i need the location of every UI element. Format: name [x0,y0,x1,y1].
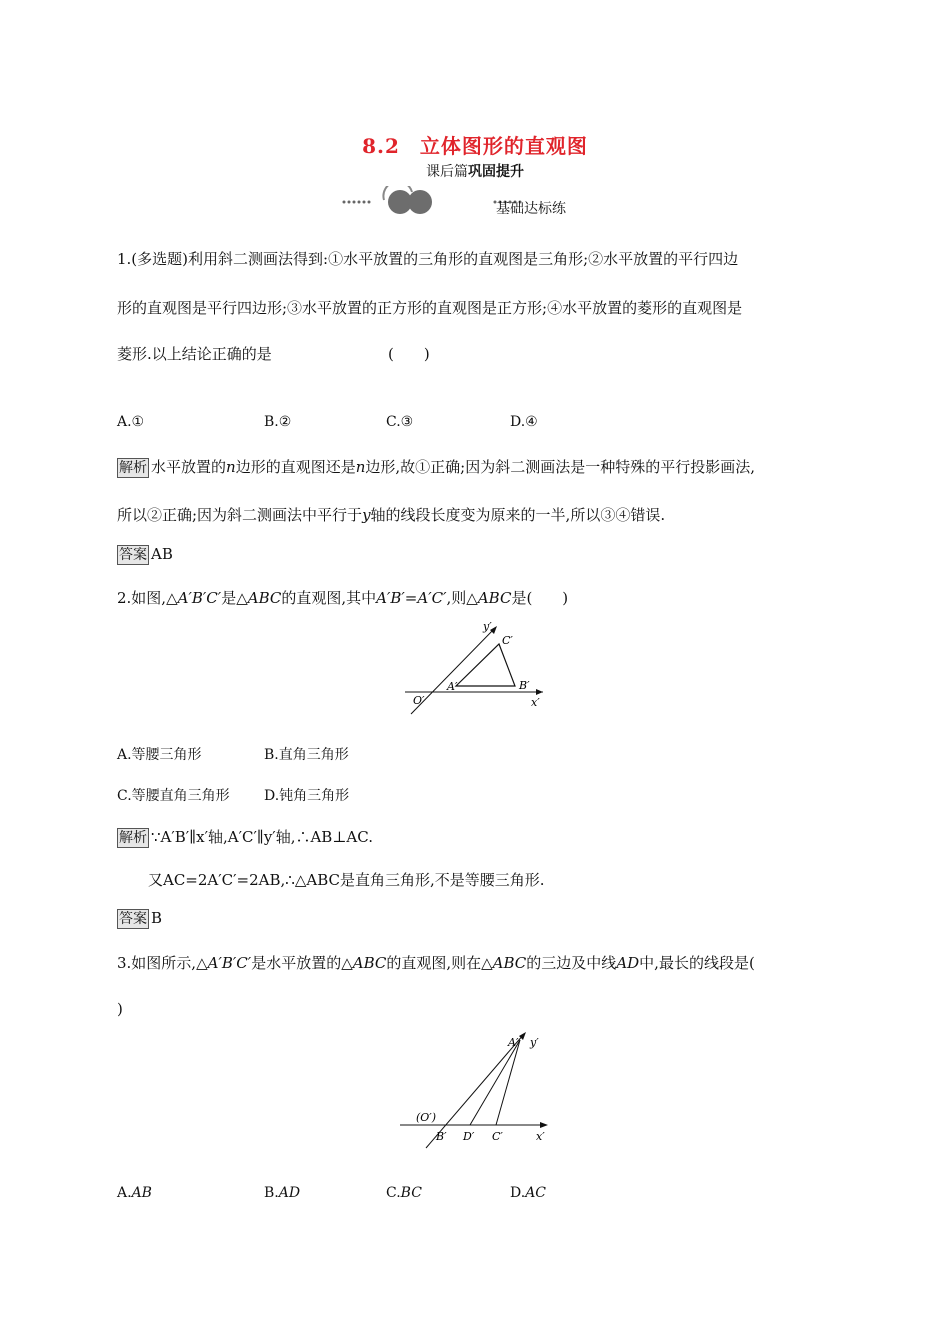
math-n: n [355,458,366,476]
q3-option-a [117,1185,152,1201]
math: A′B′C′ [207,954,252,972]
answer-tag: 答案 [119,911,147,927]
q2-label-x: x′ [531,696,540,709]
analysis-tag: 解析 [119,460,147,476]
q2-label-y: y′ [483,620,492,633]
q2-option-b: B.直角三角形 [264,747,349,763]
section-title-text: 立体图形的直观图 [419,134,588,158]
answer-tag: 答案 [119,547,147,563]
option-letter: C. [386,1185,401,1201]
subtitle-prefix: 课后篇 [426,164,468,180]
q3-option-d [510,1185,546,1201]
math: A′B′C′ [177,589,222,607]
q3-option-b [264,1185,300,1201]
math-y: y [362,506,371,524]
option-value: AB [131,1185,152,1201]
option-value: AD [278,1185,301,1201]
q3-label-a: A′ [508,1036,519,1049]
q2-label-c: C′ [502,634,513,647]
q3-figure [400,1030,560,1150]
q3-option-c [386,1185,422,1201]
q2-analysis-line1 [117,826,373,848]
text: 轴的线段长度变为原来的一半,所以③④错误. [370,506,666,524]
q1-option-a: A.① [117,414,145,430]
q3-stem [117,952,755,973]
text: 水平放置的 [151,458,227,476]
math: ABC [477,589,512,607]
q2-figure [405,618,555,718]
option-letter: B. [264,1185,279,1201]
q2-label-b: B′ [519,679,530,692]
math: ABC [352,954,387,972]
subtitle [0,161,950,181]
text: 所以②正确;因为斜二测画法中平行于 [117,506,363,524]
q3-label-d: D′ [463,1130,475,1143]
q3-label-b: B′ [436,1130,447,1143]
math: AD [616,954,640,972]
q1-analysis-line2 [117,504,665,525]
q2-option-a: A.等腰三角形 [117,747,202,763]
section-number: 8.2 [362,134,400,158]
text: 的直观图,则在△ [386,954,493,972]
text: ,则△ [446,589,478,607]
q1-option-c: C.③ [386,414,414,430]
text: ∵A′B′∥x′轴,A′C′∥y′轴,∴AB⊥AC. [151,828,373,846]
text: 是△ [221,589,248,607]
q3-stem-line2: ) [117,1000,123,1018]
option-value: AC [525,1185,547,1201]
text: 2.如图,△ [117,589,178,607]
math: ABC [492,954,527,972]
section-title [0,130,950,159]
banner-decoration [340,186,620,218]
q3-label-c: C′ [492,1130,503,1143]
option-letter: A. [117,1185,132,1201]
text: 是( ) [511,589,569,607]
math: A′B′=A′C′ [376,589,447,607]
q3-label-x: x′ [536,1130,545,1143]
q2-stem [117,587,568,608]
q2-label-a: A′ [447,680,458,693]
math-n: n [226,458,236,476]
q1-answer [117,545,173,565]
q1-line3: 菱形.以上结论正确的是 [117,345,272,363]
q2-analysis-line2: 又AC=2A′C′=2AB,∴△ABC是直角三角形,不是等腰三角形. [148,871,545,889]
text: 的三边及中线 [526,954,617,972]
q2-option-c: C.等腰直角三角形 [117,788,230,804]
q1-option-d: D.④ [510,414,538,430]
q3-label-y: y′ [530,1036,539,1049]
option-letter: D. [510,1185,526,1201]
q1-analysis-line1 [117,456,755,478]
subtitle-bold: 巩固提升 [468,164,524,180]
text: 是水平放置的△ [251,954,353,972]
text: 3.如图所示,△ [117,954,208,972]
text: 的直观图,其中 [281,589,377,607]
answer-value: B [151,909,163,927]
text: 边形,故①正确;因为斜二测画法是一种特殊的平行投影画法, [365,458,755,476]
q1-line2: 形的直观图是平行四边形;③水平放置的正方形的直观图是正方形;④水平放置的菱形的直观图是 [117,299,743,317]
option-value: BC [400,1185,422,1201]
answer-value: AB [151,545,173,563]
text: 边形的直观图还是 [235,458,356,476]
q1-line1: 1.(多选题)利用斜二测画法得到:①水平放置的三角形的直观图是三角形;②水平放置的平行四边 [117,250,739,268]
q2-option-d: D.钝角三角形 [264,788,350,804]
q2-answer [117,909,162,929]
analysis-tag: 解析 [119,830,147,846]
q1-option-b: B.② [264,414,292,430]
banner-label: 基础达标练 [496,201,566,217]
text: 中,最长的线段是( [639,954,755,972]
q2-label-o: O′ [413,694,425,707]
q3-label-o: (O′) [416,1111,437,1124]
math: ABC [247,589,282,607]
q1-answer-paren: ( ) [388,345,430,363]
